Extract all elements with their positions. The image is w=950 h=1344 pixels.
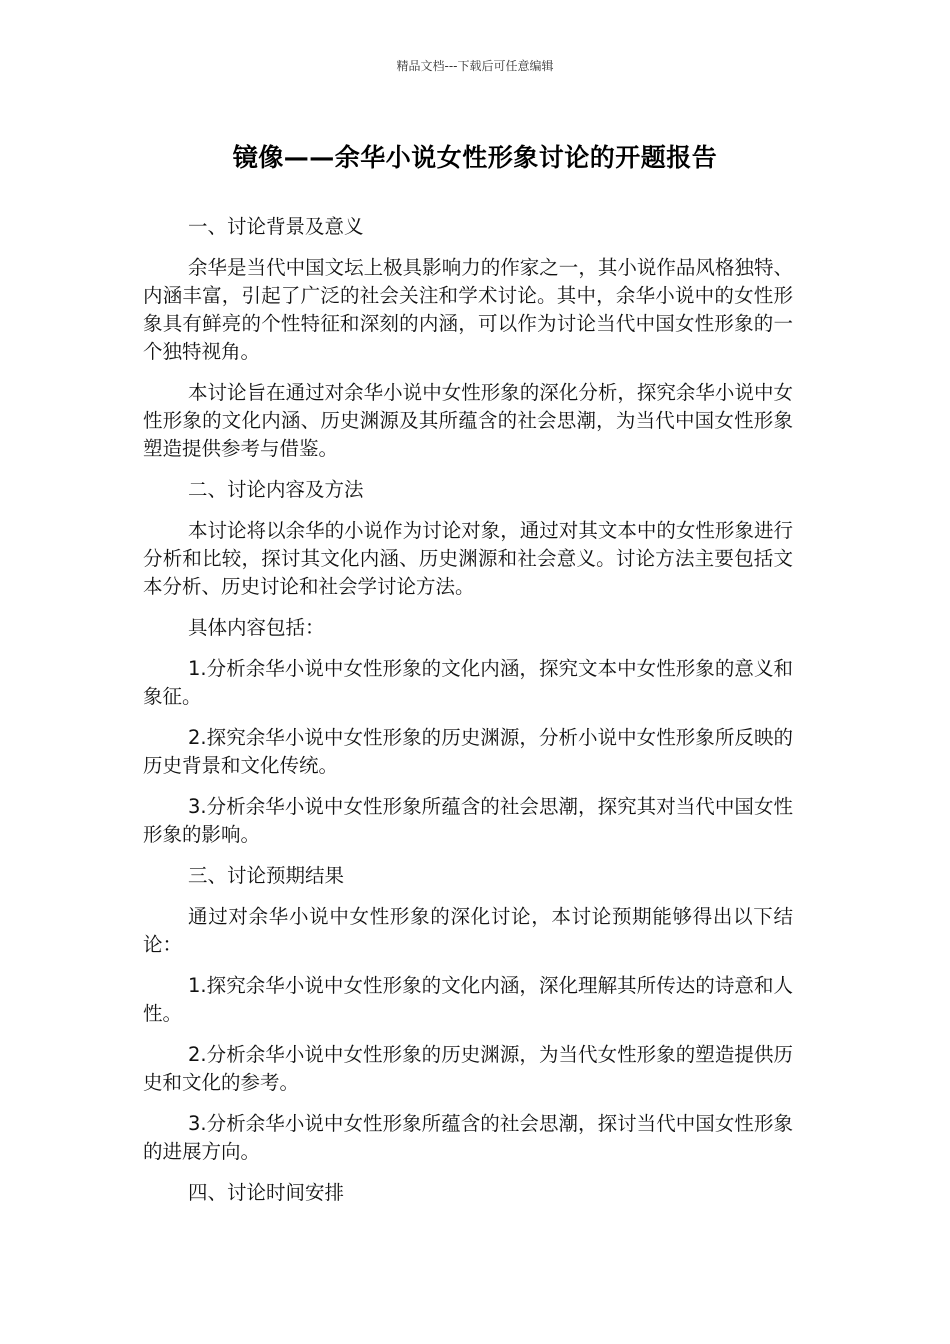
list-item-result-1: 1.探究余华小说中女性形象的文化内涵，深化理解其所传达的诗意和人性。 xyxy=(143,974,793,1025)
paragraph-expected-results: 通过对余华小说中女性形象的深化讨论，本讨论预期能够得出以下结论： xyxy=(143,905,793,956)
paragraph-background-2: 本讨论旨在通过对余华小说中女性形象的深化分析，探究余华小说中女性形象的文化内涵、历史渊源及其所蕴含的社会思潮，为当代中国女性形象塑造提供参考与借鉴。 xyxy=(143,381,793,460)
list-item-content-1: 1.分析余华小说中女性形象的文化内涵，探究文本中女性形象的意义和象征。 xyxy=(143,657,793,708)
document-title: 镜像——余华小说女性形象讨论的开题报告 xyxy=(232,143,718,172)
page-header: 精品文档---下载后可任意编辑 xyxy=(396,59,554,73)
list-item-content-2: 2.探究余华小说中女性形象的历史渊源，分析小说中女性形象所反映的历史背景和文化传统。 xyxy=(143,726,793,777)
paragraph-background-1: 余华是当代中国文坛上极具影响力的作家之一，其小说作品风格独特、内涵丰富，引起了广泛的社会关注和学术讨论。其中，余华小说中的女性形象具有鲜亮的个性特征和深刻的内涵，可以作为讨论当代中国女性形象的一个独特视角。 xyxy=(143,256,793,363)
list-item-result-2: 2.分析余华小说中女性形象的历史渊源，为当代女性形象的塑造提供历史和文化的参考。 xyxy=(143,1043,793,1094)
document-body xyxy=(143,213,793,1220)
section-heading-expected-results: 三、讨论预期结果 xyxy=(188,864,345,887)
list-item-result-3: 3.分析余华小说中女性形象所蕴含的社会思潮，探讨当代中国女性形象的进展方向。 xyxy=(143,1112,793,1163)
list-item-content-3: 3.分析余华小说中女性形象所蕴含的社会思潮，探究其对当代中国女性形象的影响。 xyxy=(143,795,793,846)
section-heading-schedule: 四、讨论时间安排 xyxy=(188,1181,345,1204)
paragraph-content-intro: 具体内容包括： xyxy=(188,616,325,639)
paragraph-content-method: 本讨论将以余华的小说作为讨论对象，通过对其文本中的女性形象进行分析和比较，探讨其文化内涵、历史渊源和社会意义。讨论方法主要包括文本分析、历史讨论和社会学讨论方法。 xyxy=(143,519,793,598)
section-heading-background: 一、讨论背景及意义 xyxy=(188,215,364,238)
section-heading-content-method: 二、讨论内容及方法 xyxy=(188,478,364,501)
